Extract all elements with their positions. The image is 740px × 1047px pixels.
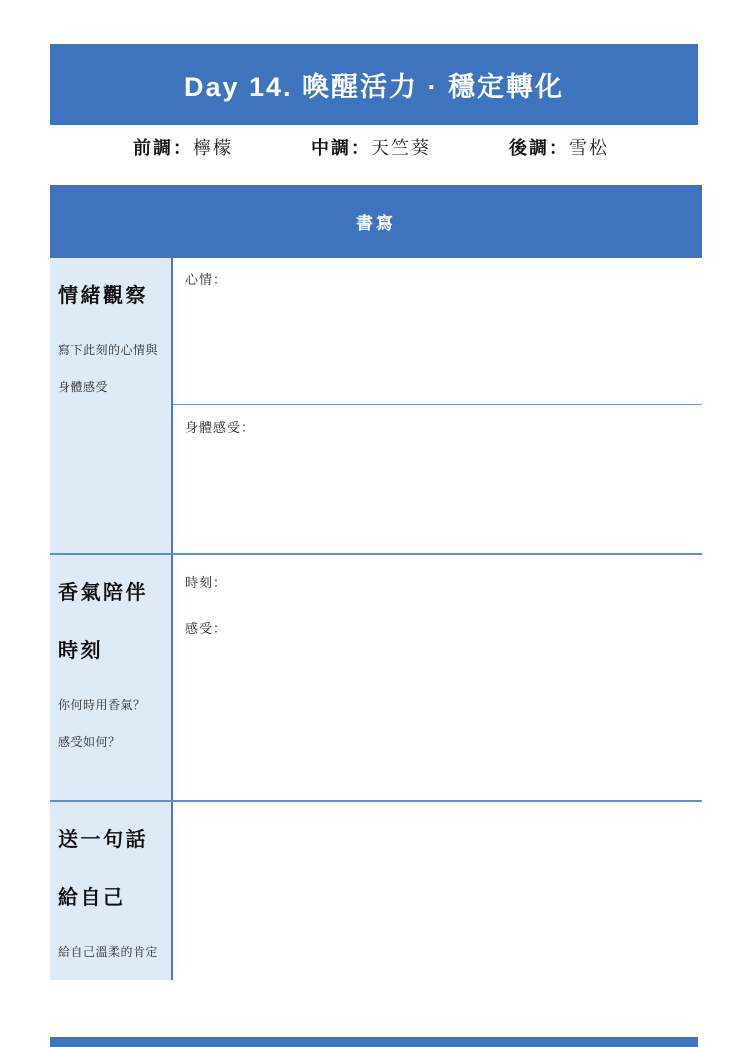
table-header-label: 書寫 (356, 214, 396, 233)
top-note-value: 檸檬 (193, 138, 233, 158)
section-subtitle: 感受如何？ (58, 735, 121, 749)
base-note (509, 134, 609, 160)
middle-note-label: 中調： (311, 138, 371, 158)
section-title: 情緒觀察 (58, 285, 148, 307)
table-row (50, 258, 702, 553)
section-title: 香氣陪伴 (58, 582, 148, 604)
section-subtitle: 身體感受 (58, 380, 109, 394)
base-note-value: 雪松 (569, 138, 609, 158)
row-label-cell-emotion (50, 258, 173, 553)
scent-notes-row (133, 134, 609, 160)
body-feeling-field-label: 身體感受： (185, 420, 256, 435)
section-subtitle: 寫下此刻的心情與 (58, 343, 159, 357)
row-write-cell-aroma-moment[interactable] (173, 555, 702, 800)
moment-field-label: 時刻： (185, 575, 228, 590)
next-page-banner-edge (50, 1037, 698, 1047)
table-header (50, 185, 702, 258)
mood-write-area[interactable] (173, 258, 702, 405)
row-label-cell-self-message (50, 802, 173, 980)
middle-note (311, 134, 431, 160)
section-title: 給自己 (58, 887, 126, 909)
middle-note-value: 天竺葵 (371, 138, 431, 158)
row-label-cell-aroma-moment (50, 555, 173, 800)
section-subtitle: 你何時用香氣？ (58, 698, 146, 712)
feeling-field-label: 感受： (185, 621, 228, 636)
section-title: 送一句話 (58, 829, 148, 851)
title-banner (50, 44, 698, 125)
top-note (133, 134, 233, 160)
section-title: 時刻 (58, 640, 103, 662)
base-note-label: 後調： (509, 138, 569, 158)
top-note-label: 前調： (133, 138, 193, 158)
page-title: Day 14. 喚醒活力 · 穩定轉化 (183, 72, 565, 102)
self-message-write-area[interactable] (173, 802, 702, 980)
row-write-cell-emotion (173, 258, 702, 553)
body-feeling-write-area[interactable] (173, 405, 702, 553)
section-subtitle: 給自己溫柔的肯定 (58, 945, 159, 959)
table-row (50, 553, 702, 800)
table-row (50, 800, 702, 964)
writing-table (50, 185, 702, 967)
mood-field-label: 心情： (185, 272, 228, 287)
